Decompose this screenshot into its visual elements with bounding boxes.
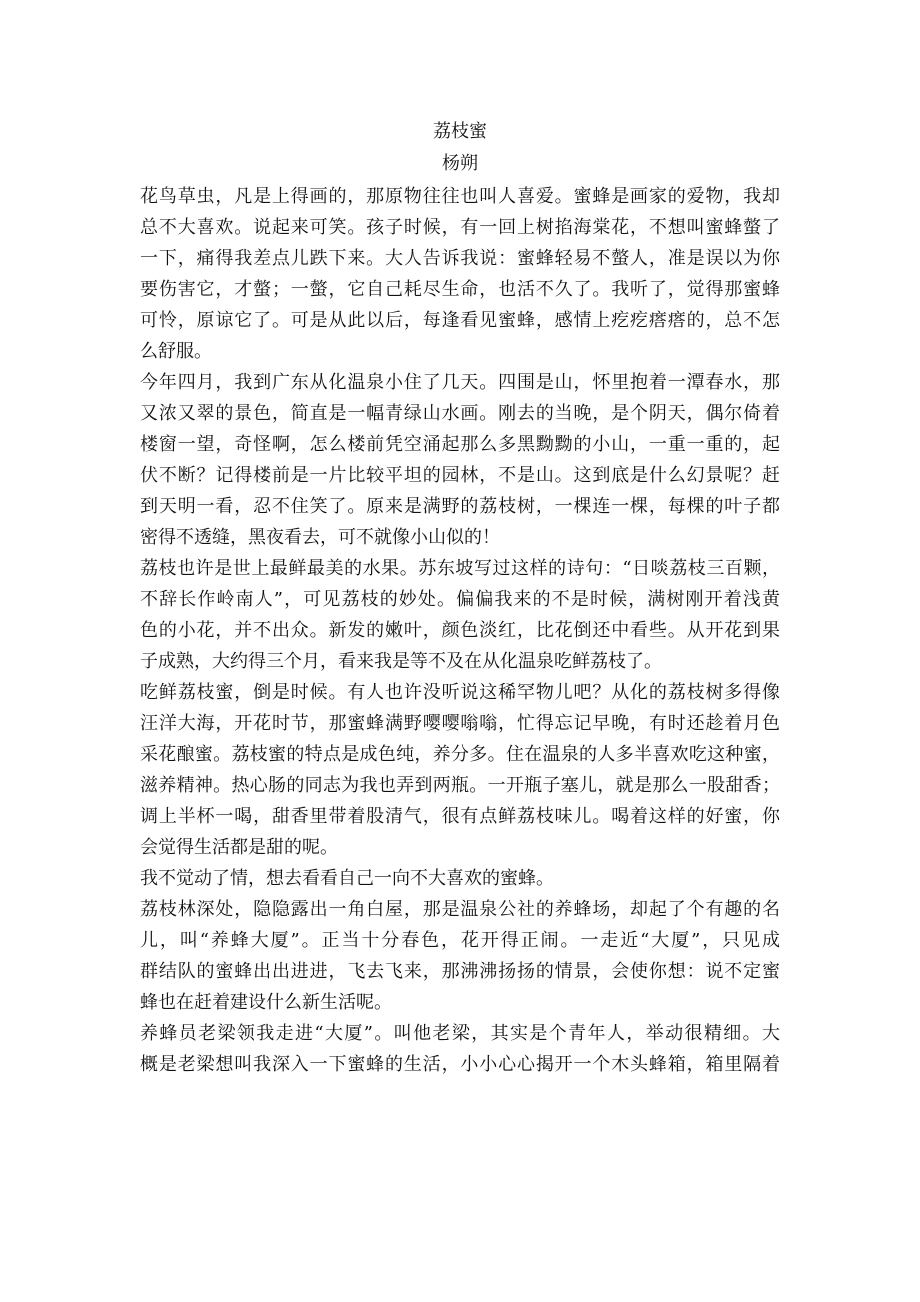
text-line: 调上半杯一喝，甜香里带着股清气，很有点鲜荔枝味儿。喝着这样的好蜜，你 bbox=[140, 806, 780, 827]
text-line: 到天明一看，忍不住笑了。原来是满野的荔枝树，一棵连一棵，每棵的叶子都 bbox=[140, 496, 780, 517]
text-line: 儿，叫“养蜂大厦”。正当十分春色，花开得正闹。一走近“大厦”，只见成 bbox=[140, 930, 780, 951]
text-line: 采花酿蜜。荔枝蜜的特点是成色纯，养分多。住在温泉的人多半喜欢吃这种蜜， bbox=[140, 744, 780, 765]
text-line: 又浓又翠的景色，简直是一幅青绿山水画。刚去的当晚，是个阴天，偶尔倚着 bbox=[140, 403, 780, 424]
paragraph bbox=[140, 1018, 780, 1080]
text-line: 养蜂员老梁领我走进“大厦”。叫他老梁，其实是个青年人，举动很精细。大 bbox=[140, 1023, 780, 1044]
paragraph bbox=[140, 677, 780, 863]
text-line: 吃鲜荔枝蜜，倒是时候。有人也许没听说这稀罕物儿吧？从化的荔枝树多得像 bbox=[140, 682, 780, 703]
text-line: 花鸟草虫，凡是上得画的，那原物往往也叫人喜爱。蜜蜂是画家的爱物，我却 bbox=[140, 186, 780, 207]
text-line: 么舒服。 bbox=[140, 341, 212, 362]
document-page bbox=[140, 117, 780, 1080]
text-line: 伏不断？记得楼前是一片比较平坦的园林，不是山。这到底是什么幻景呢？赶 bbox=[140, 465, 780, 486]
paragraph bbox=[140, 553, 780, 677]
text-line: 楼窗一望，奇怪啊，怎么楼前凭空涌起那么多黑黝黝的小山，一重一重的，起 bbox=[140, 434, 780, 455]
text-line: 会觉得生活都是甜的呢。 bbox=[140, 837, 338, 858]
document-title: 荔枝蜜 bbox=[433, 121, 487, 142]
text-line: 蜂也在赶着建设什么新生活呢。 bbox=[140, 992, 392, 1013]
text-line: 色的小花，并不出众。新发的嫩叶，颜色淡红，比花倒还中看些。从开花到果 bbox=[140, 620, 780, 641]
text-line: 要伤害它，才螫；一螫，它自己耗尽生命，也活不久了。我听了，觉得那蜜蜂 bbox=[140, 279, 780, 300]
text-line: 汪洋大海，开花时节，那蜜蜂满野嘤嘤嗡嗡，忙得忘记早晚，有时还趁着月色 bbox=[140, 713, 780, 734]
text-line: 滋养精神。热心肠的同志为我也弄到两瓶。一开瓶子塞儿，就是那么一股甜香； bbox=[140, 775, 780, 796]
text-line: 一下，痛得我差点儿跌下来。大人告诉我说：蜜蜂轻易不螫人，准是误以为你 bbox=[140, 248, 780, 269]
text-line: 今年四月，我到广东从化温泉小住了几天。四围是山，怀里抱着一潭春水，那 bbox=[140, 372, 780, 393]
document-author: 杨朔 bbox=[442, 153, 478, 174]
text-line: 可怜，原谅它了。可是从此以后，每逢看见蜜蜂，感情上疙疙瘩瘩的，总不怎 bbox=[140, 310, 780, 331]
text-line: 群结队的蜜蜂出出进进，飞去飞来，那沸沸扬扬的情景，会使你想：说不定蜜 bbox=[140, 961, 780, 982]
paragraph bbox=[140, 181, 780, 367]
text-line: 荔枝也许是世上最鲜最美的水果。苏东坡写过这样的诗句：“日啖荔枝三百颗， bbox=[140, 558, 780, 579]
paragraph bbox=[140, 367, 780, 553]
text-line: 我不觉动了情，想去看看自己一向不大喜欢的蜜蜂。 bbox=[140, 868, 554, 889]
paragraph bbox=[140, 894, 780, 1018]
text-line: 不辞长作岭南人”，可见荔枝的妙处。偏偏我来的不是时候，满树刚开着浅黄 bbox=[140, 589, 780, 610]
text-line: 荔枝林深处，隐隐露出一角白屋，那是温泉公社的养蜂场，却起了个有趣的名 bbox=[140, 899, 780, 920]
text-line: 概是老梁想叫我深入一下蜜蜂的生活，小小心心揭开一个木头蜂箱，箱里隔着 bbox=[140, 1054, 780, 1075]
paragraph bbox=[140, 863, 780, 894]
text-line: 总不大喜欢。说起来可笑。孩子时候，有一回上树掐海棠花，不想叫蜜蜂螫了 bbox=[140, 217, 780, 238]
document-body bbox=[140, 181, 780, 1080]
text-line: 密得不透缝，黑夜看去，可不就像小山似的！ bbox=[140, 527, 500, 548]
text-line: 子成熟，大约得三个月，看来我是等不及在从化温泉吃鲜荔枝了。 bbox=[140, 651, 662, 672]
